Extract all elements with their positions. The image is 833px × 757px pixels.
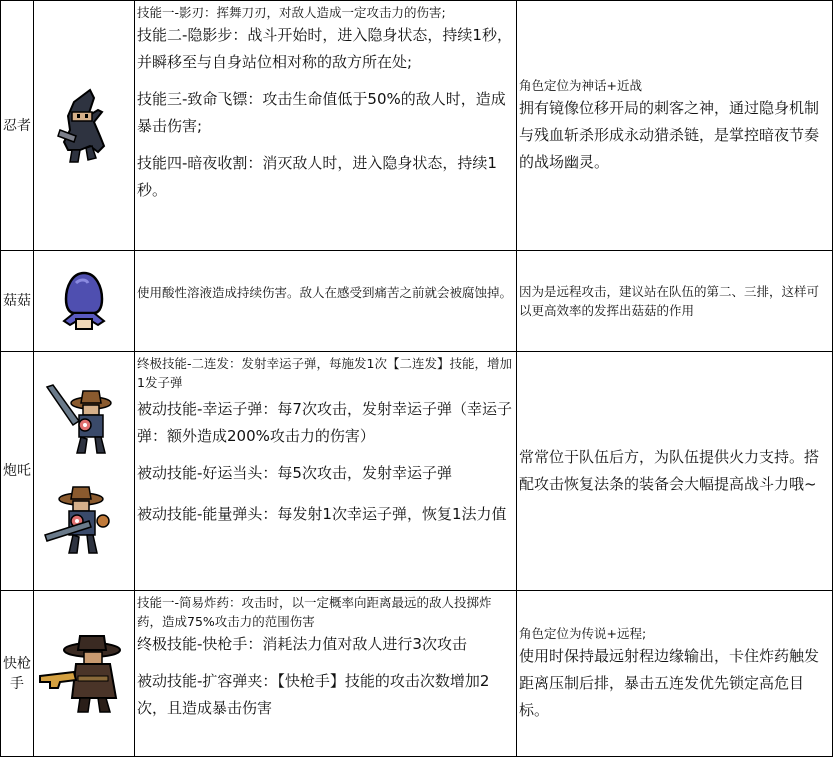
hero-image-cell: [34, 1, 135, 251]
hero-name: 快枪手: [3, 655, 31, 692]
skill-text: 技能二-隐影步：战斗开始时，进入隐身状态，持续1秒，并瞬移至与自身站位相对称的敌方所在处;: [137, 26, 512, 71]
table-row: [1, 1, 833, 251]
skill-text: 终极技能-快枪手：消耗法力值对敌人进行3次攻击: [137, 635, 467, 653]
hero-name: 忍者: [3, 117, 31, 134]
role-text: 角色定位为神话+近战: [519, 77, 642, 93]
role-text: 使用时保持最远射程边缘输出，卡住炸药触发距离压制后排，暴击五连发优先锁定高危目标。: [519, 646, 820, 719]
role-cell: [517, 251, 833, 352]
table-row: [1, 251, 833, 352]
skill-text: 被动技能-能量弹头：每发射1次幸运子弹，恢复1法力值: [137, 505, 507, 523]
skill-text: 被动技能-幸运子弹：每7次攻击，发射幸运子弹（幸运子弹：额外造成200%攻击力的伤害）: [137, 400, 512, 445]
table-row: [1, 352, 833, 591]
hero-name-cell: [1, 251, 34, 352]
skill-text: 技能四-暗夜收割：消灭敌人时，进入隐身状态，持续1秒。: [137, 154, 497, 199]
skill-text: 技能一-简易炸药：攻击时，以一定概率向距离最远的敌人投掷炸药，造成75%攻击力的范围伤害: [137, 595, 492, 629]
role-text: 常常位于队伍后方，为队伍提供火力支持。搭配攻击恢复法条的装备会大幅提高战斗力哦~: [519, 448, 820, 493]
skill-text: 使用酸性溶液造成持续伤害。敌人在感受到痛苦之前就会被腐蚀掉。: [137, 285, 513, 300]
hero-image-cell: [34, 352, 135, 591]
role-cell: [517, 591, 833, 757]
skills-cell: [135, 251, 517, 352]
hero-image-cell: [34, 591, 135, 757]
hero-name-cell: [1, 1, 34, 251]
skills-cell: [135, 591, 517, 757]
skills-cell: [135, 1, 517, 251]
role-cell: [517, 1, 833, 251]
role-text: 拥有镜像位移开局的刺客之神，通过隐身机制与残血斩杀形成永动猎杀链，是掌控暗夜节奏的战场幽灵。: [519, 98, 820, 171]
hero-name: 菇菇: [3, 293, 31, 309]
skill-text: 技能三-致命飞镖：攻击生命值低于50%的敌人时，造成暴击伤害;: [137, 90, 506, 135]
gunner-sprite-alt: [39, 481, 129, 561]
gunner-sprite: [39, 381, 129, 461]
role-text: 角色定位为传说+远程;: [519, 625, 647, 641]
role-text: 因为是远程攻击，建议站在队伍的第二、三排，这样可以更高效率的发挥出菇菇的作用: [519, 284, 820, 318]
ninja-sprite: [54, 86, 114, 166]
role-cell: [517, 352, 833, 591]
gunslinger-sprite: [38, 632, 130, 716]
hero-image-cell: [34, 251, 135, 352]
skills-cell: [135, 352, 517, 591]
skill-text: 被动技能-扩容弹夹：【快枪手】技能的攻击次数增加2次，且造成暴击伤害: [137, 672, 490, 717]
hero-name-cell: [1, 591, 34, 757]
skill-text: 终极技能-二连发：发射幸运子弹，每施发1次【二连发】技能，增加1发子弹: [137, 356, 512, 390]
hero-name-cell: [1, 352, 34, 591]
skill-text: 技能一-影刃：挥舞刀刃，对敌人造成一定攻击力的伤害;: [137, 5, 446, 20]
skill-text: 被动技能-好运当头：每5次攻击，发射幸运子弹: [137, 464, 452, 482]
mushroom-sprite: [56, 269, 112, 333]
hero-name: 炮吒: [3, 463, 31, 479]
table-row: [1, 591, 833, 757]
